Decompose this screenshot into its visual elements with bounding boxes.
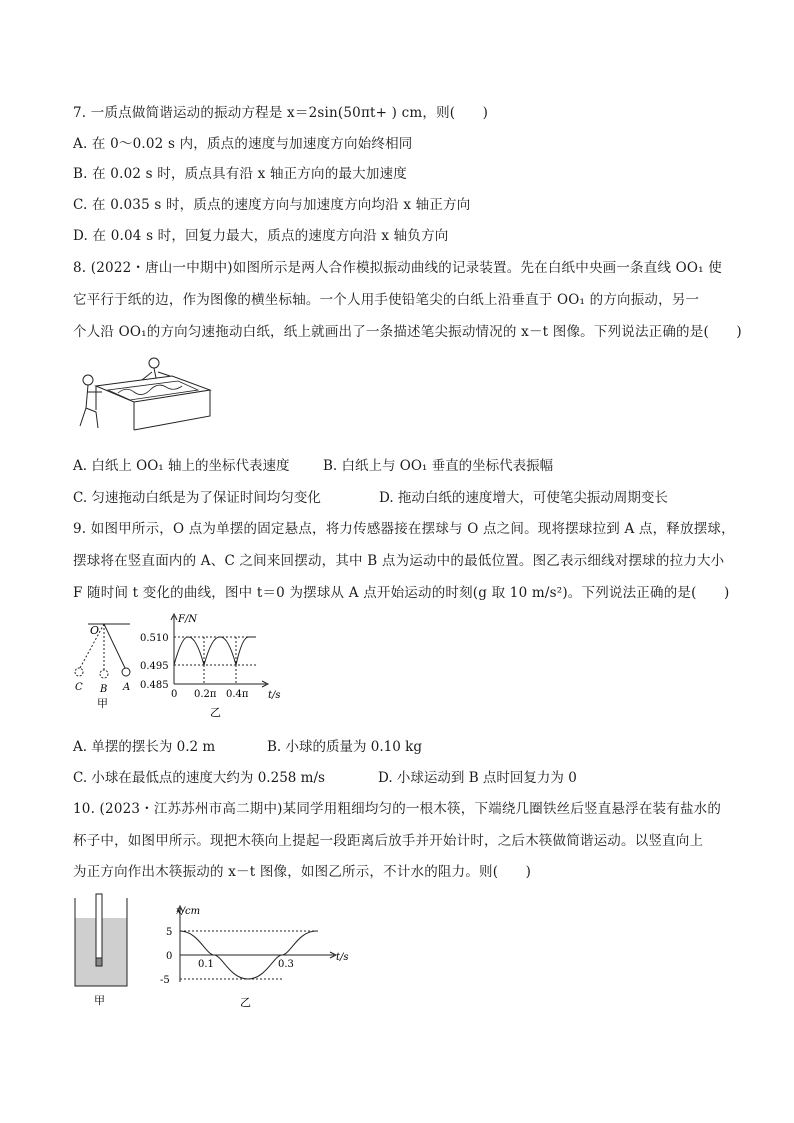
q8-option-b: B. 白纸上与 OO₁ 垂直的坐标代表振幅 bbox=[323, 458, 554, 474]
q9-stem-line-3: F 随时间 t 变化的曲线，图中 t＝0 为摆球从 A 点开始运动的时刻(g 取 10 m/s²)。下列说法正确的是( ) bbox=[73, 585, 730, 601]
q10-fig-left-caption: 甲 bbox=[94, 994, 105, 1007]
q7-option-d: D. 在 0.04 s 时，回复力最大，质点的速度方向沿 x 轴负方向 bbox=[73, 228, 449, 244]
pendulum-ball-a bbox=[122, 668, 130, 676]
graph9-y-label: F/N bbox=[178, 614, 198, 625]
pendulum-string-a bbox=[104, 624, 125, 668]
q10-stem-line-1: 10. (2023・江苏苏州市高二期中)某同学用粗细均匀的一根木筷，下端绕几圈铁丝后竖直悬浮在装有盐水的 bbox=[73, 801, 722, 817]
graph9-curve-arc-1 bbox=[174, 637, 204, 665]
q10-stem-line-2: 杯子中，如图甲所示。现把木筷向上提起一段距离后放手并开始计时，之后木筷做简谐运动。以竖直向上 bbox=[73, 833, 704, 849]
q10-stem-line-3: 为正方向作出木筷振动的 x－t 图像，如图乙所示，不计水的阻力。则( ) bbox=[73, 864, 532, 880]
pendulum-label-a: A bbox=[123, 682, 131, 693]
graph10-x-tick-01: 0.1 bbox=[198, 959, 214, 970]
graph9-x-tick-02pi: 0.2π bbox=[194, 689, 217, 700]
graph10-x-tick-03: 0.3 bbox=[278, 959, 294, 970]
graph9-y-tick-0485: 0.485 bbox=[140, 680, 169, 691]
pendulum-ball-c bbox=[75, 668, 83, 676]
q7-option-a: A. 在 0～0.02 s 内，质点的速度与加速度方向始终相同 bbox=[73, 136, 413, 152]
q9-option-b: B. 小球的质量为 0.10 kg bbox=[267, 739, 422, 755]
q7-stem: 7. 一质点做简谐运动的振动方程是 x＝2sin(50πt+ ) cm，则( ) bbox=[73, 105, 489, 121]
graph9-x-tick-04pi: 0.4π bbox=[226, 689, 249, 700]
q9-option-d: D. 小球运动到 B 点时回复力为 0 bbox=[378, 770, 577, 786]
q9-fig-left-caption: 甲 bbox=[97, 697, 108, 710]
pendulum-label-o: O bbox=[90, 624, 100, 637]
q8-option-d: D. 拖动白纸的速度增大，可使笔尖振动周期变长 bbox=[379, 490, 668, 506]
graph10-x-label: t/s bbox=[336, 952, 349, 963]
q9-fig-right-caption: 乙 bbox=[210, 706, 221, 719]
q9-option-a: A. 单摆的摆长为 0.2 m bbox=[73, 739, 216, 755]
chopstick-iron-wire bbox=[96, 958, 102, 966]
q10-cup-figure bbox=[70, 886, 134, 1012]
graph9-curve-arc-2 bbox=[204, 637, 236, 665]
graph9-x-label: t/s bbox=[268, 690, 281, 701]
graph9-curve-arc-3 bbox=[236, 637, 256, 665]
pendulum-label-b: B bbox=[100, 684, 108, 695]
graph9-x-tick-0: 0 bbox=[171, 689, 178, 700]
q8-stem-line-3: 个人沿 OO₁的方向匀速拖动白纸，纸上就画出了一条描述笔尖振动情况的 x－t 图像。下列说法正确的是( ) bbox=[73, 324, 742, 340]
pendulum-label-c: C bbox=[75, 682, 83, 693]
graph9-y-tick-0495: 0.495 bbox=[140, 661, 169, 672]
q8-option-c: C. 匀速拖动白纸是为了保证时间均匀变化 bbox=[73, 490, 321, 506]
pendulum-ball-b bbox=[100, 670, 108, 678]
q10-fig-right-caption: 乙 bbox=[240, 996, 251, 1009]
q8-recording-device-figure bbox=[74, 350, 212, 436]
graph10-y-tick-5: 5 bbox=[166, 927, 173, 938]
q7-option-b: B. 在 0.02 s 时，质点具有沿 x 轴正方向的最大加速度 bbox=[73, 166, 407, 182]
graph10-y-tick-neg5: -5 bbox=[160, 975, 170, 986]
q8-stem-line-2: 它平行于纸的边，作为图像的横坐标轴。一个人用手使铅笔尖的白纸上沿垂直于 OO₁ 的方向振动，另一 bbox=[73, 292, 700, 308]
graph10-y-label: x/cm bbox=[176, 906, 201, 917]
chopstick bbox=[96, 894, 102, 966]
graph10-y-tick-0: 0 bbox=[166, 951, 173, 962]
q8-stem-line-1: 8. (2022・唐山一中期中)如图所示是两人合作模拟振动曲线的记录装置。先在白纸中央画一条直线 OO₁ 使 bbox=[73, 260, 722, 276]
q9-force-time-graph bbox=[138, 608, 298, 720]
q9-option-c: C. 小球在最低点的速度大约为 0.258 m/s bbox=[73, 770, 325, 786]
q9-stem-line-2: 摆球将在竖直面内的 A、C 之间来回摆动，其中 B 点为运动中的最低位置。图乙表示细线对摆球的拉力大小 bbox=[73, 553, 725, 569]
q9-pendulum-figure bbox=[66, 612, 146, 710]
q7-option-c: C. 在 0.035 s 时，质点的速度方向与加速度方向均沿 x 轴正方向 bbox=[73, 197, 471, 213]
graph9-y-tick-0510: 0.510 bbox=[140, 633, 169, 644]
q10-displacement-time-graph bbox=[158, 900, 354, 1012]
q9-stem-line-1: 9. 如图甲所示，O 点为单摆的固定悬点，将力传感器接在摆球与 O 点之间。现将摆球拉到 A 点，释放摆球， bbox=[73, 521, 735, 537]
q8-option-a: A. 白纸上 OO₁ 轴上的坐标代表速度 bbox=[73, 458, 290, 474]
